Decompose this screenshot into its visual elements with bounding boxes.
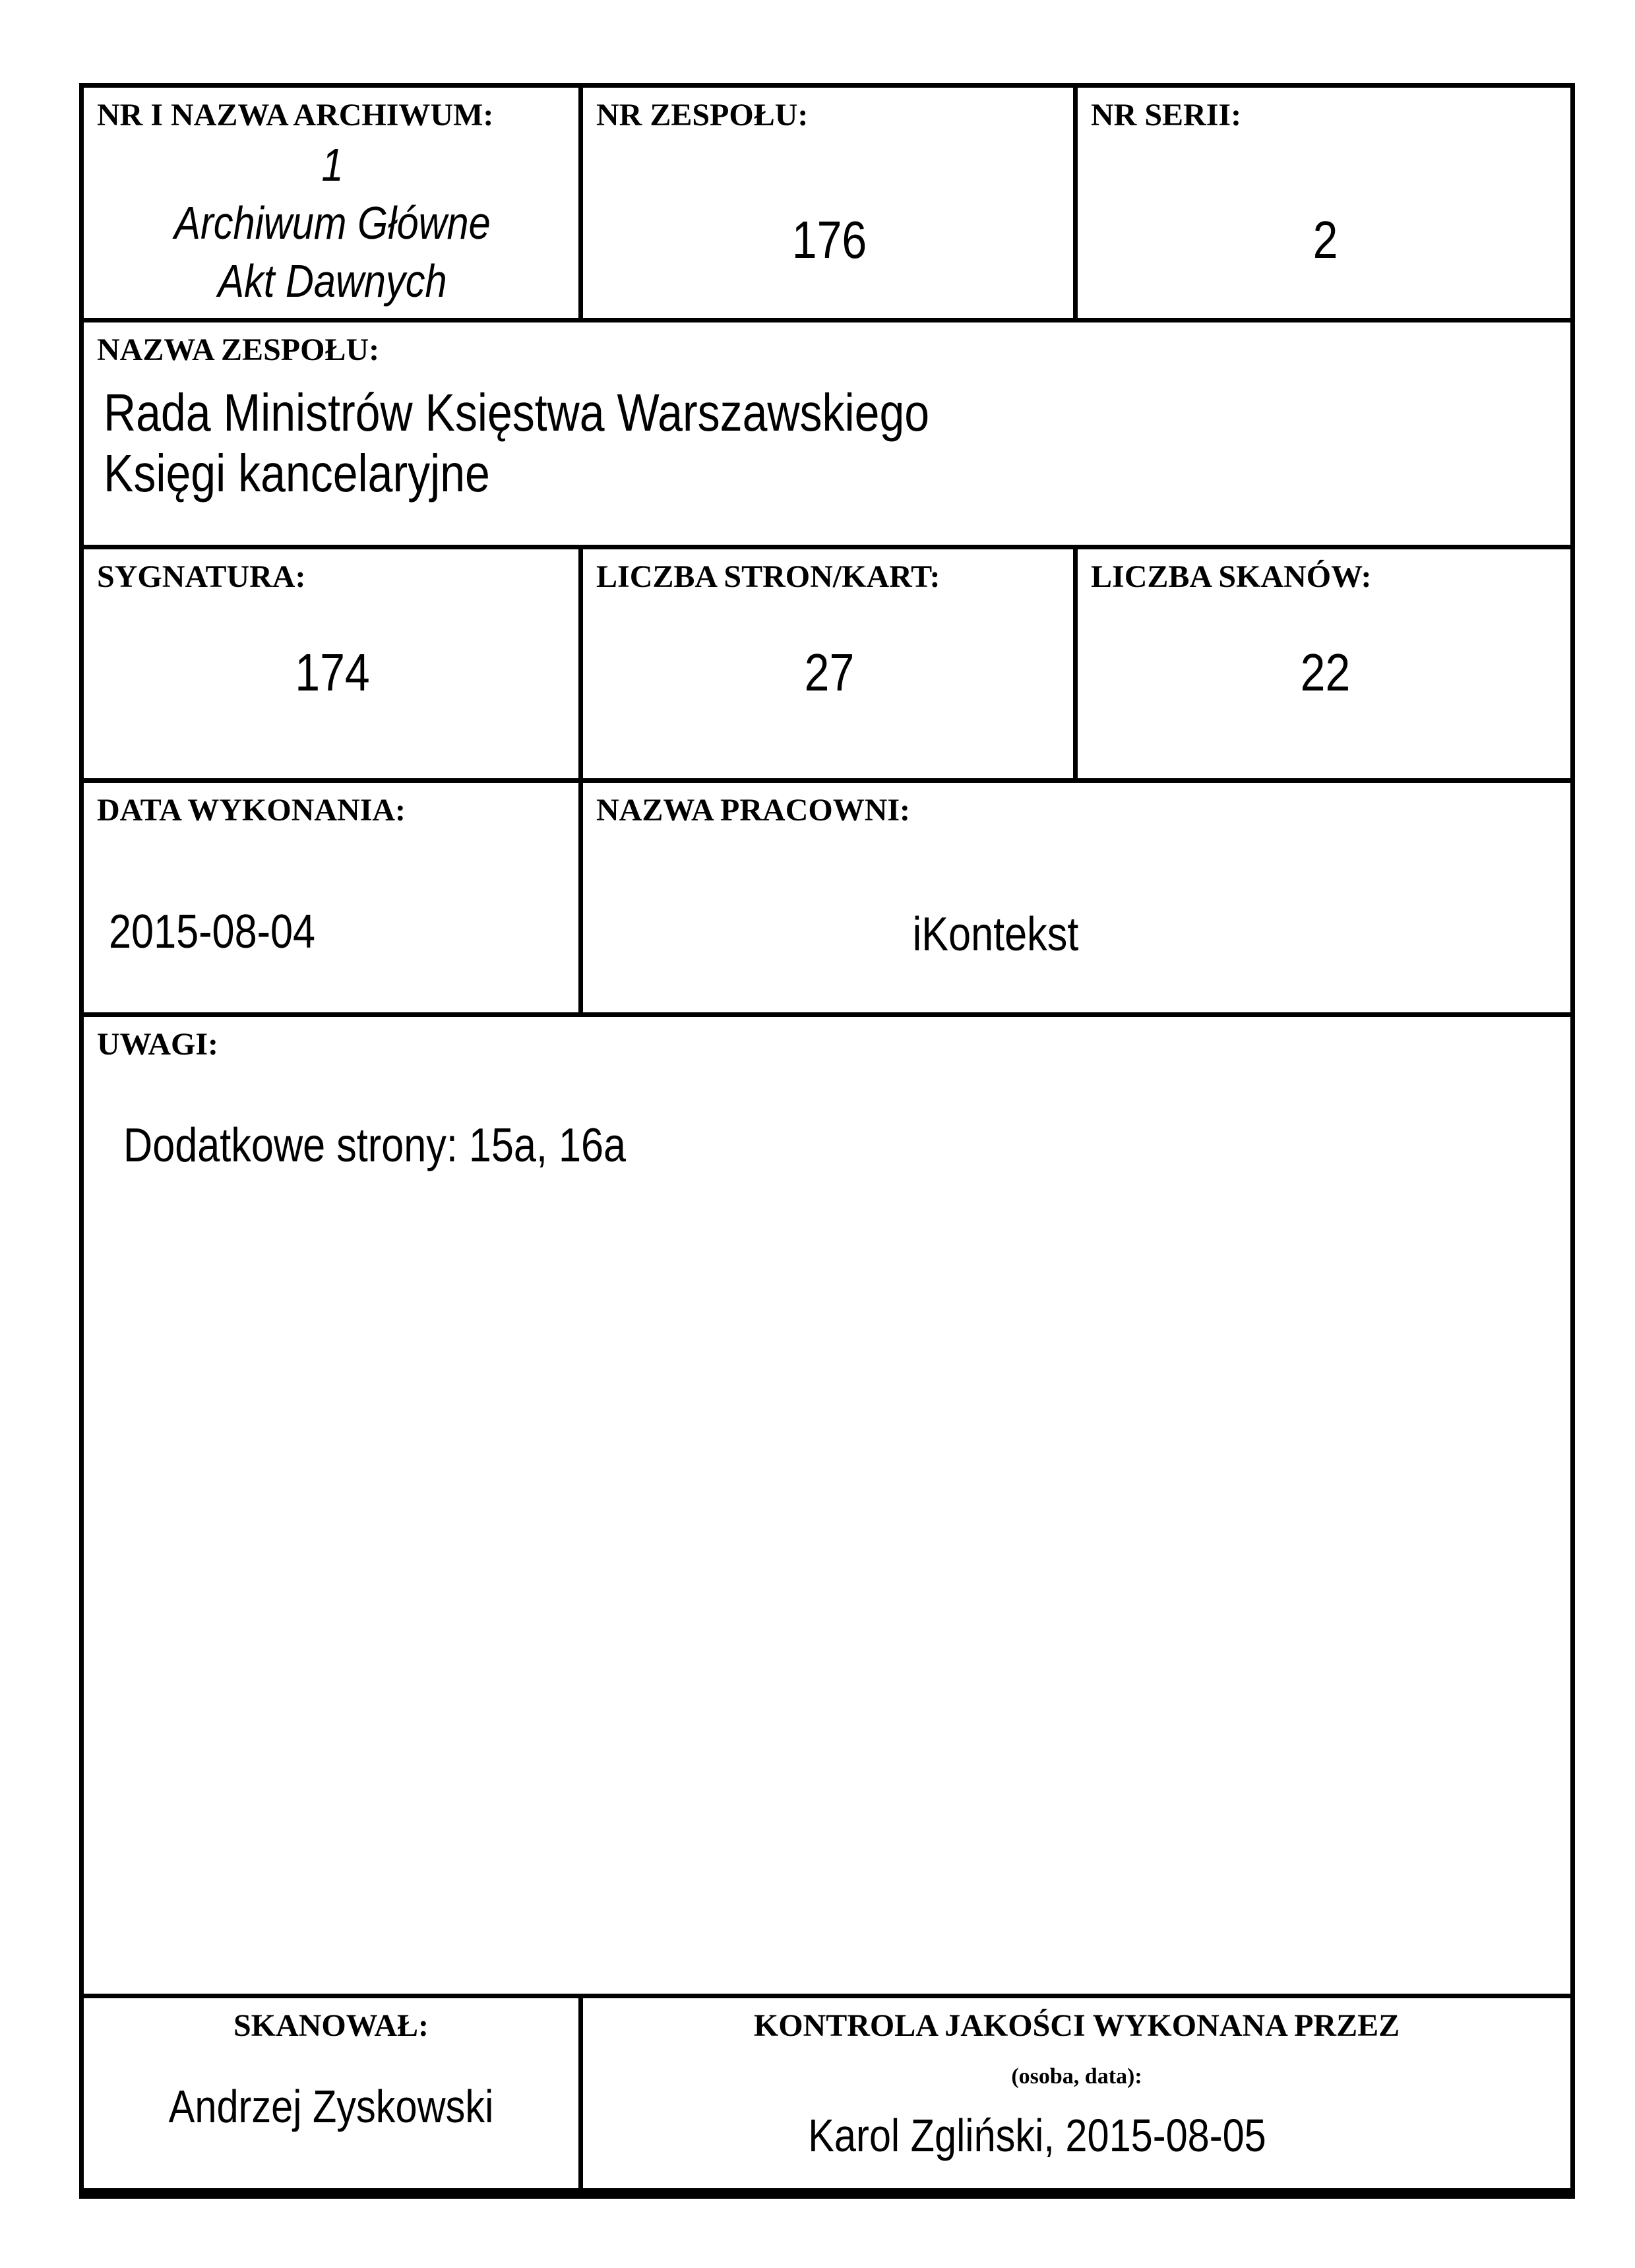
cell-scanned-by bbox=[84, 1998, 578, 2188]
scans-count-value: 22 bbox=[1300, 643, 1351, 702]
archive-label: NR I NAZWA ARCHIWUM: bbox=[97, 98, 494, 133]
table-bottom-border bbox=[79, 2188, 1575, 2199]
fonds-number-value: 176 bbox=[791, 210, 867, 269]
cell-scan-date bbox=[84, 783, 578, 1012]
quality-control-value: Karol Zgliński, 2015-08-05 bbox=[808, 2110, 1266, 2161]
fonds-name-line1: Rada Ministrów Księstwa Warszawskiego bbox=[104, 383, 930, 442]
scan-date-value: 2015-08-04 bbox=[109, 905, 316, 958]
scanned-by-label: SKANOWAŁ: bbox=[233, 2008, 429, 2043]
row-fonds-name bbox=[79, 318, 1575, 545]
archive-name-line1: Archiwum Główne bbox=[174, 197, 491, 249]
pages-count-label: LICZBA STRON/KART: bbox=[596, 559, 941, 594]
cell-series-number bbox=[1073, 88, 1570, 318]
row-archive-identifiers bbox=[79, 83, 1575, 318]
remarks-value: Dodatkowe strony: 15a, 16a bbox=[123, 1119, 627, 1172]
cell-signature bbox=[84, 549, 578, 778]
studio-value: iKontekst bbox=[912, 908, 1079, 961]
archive-name-line2: Akt Dawnych bbox=[218, 255, 447, 307]
signature-value: 174 bbox=[295, 643, 370, 702]
archive-number: 1 bbox=[321, 139, 344, 191]
fonds-name-line2: Księgi kancelaryjne bbox=[104, 444, 490, 503]
studio-label: NAZWA PRACOWNI: bbox=[596, 793, 911, 828]
fonds-name-value bbox=[104, 383, 1560, 504]
row-remarks bbox=[79, 1012, 1575, 1994]
series-number-label: NR SERII: bbox=[1091, 98, 1242, 133]
cell-fonds-name bbox=[84, 322, 1570, 545]
fonds-name-label: NAZWA ZESPOŁU: bbox=[97, 332, 380, 367]
fonds-number-label: NR ZESPOŁU: bbox=[596, 98, 809, 133]
signature-label: SYGNATURA: bbox=[97, 559, 306, 594]
quality-control-label: KONTROLA JAKOŚCI WYKONANA PRZEZ bbox=[753, 2008, 1400, 2043]
archive-value bbox=[97, 136, 568, 310]
archive-metadata-table bbox=[79, 83, 1575, 2199]
cell-fonds-number bbox=[578, 88, 1073, 318]
row-counts bbox=[79, 545, 1575, 778]
pages-count-value: 27 bbox=[804, 643, 855, 702]
scan-date-label: DATA WYKONANIA: bbox=[97, 793, 406, 828]
cell-quality-control bbox=[578, 1998, 1570, 2188]
cell-remarks bbox=[84, 1017, 1570, 1994]
scanned-by-value: Andrzej Zyskowski bbox=[168, 2081, 494, 2132]
cell-archive bbox=[84, 88, 578, 318]
cell-pages-count bbox=[578, 549, 1073, 778]
series-number-value: 2 bbox=[1312, 210, 1338, 269]
scans-count-label: LICZBA SKANÓW: bbox=[1091, 559, 1372, 594]
quality-control-sublabel: (osoba, data): bbox=[1011, 2064, 1142, 2089]
row-execution bbox=[79, 778, 1575, 1012]
cell-studio bbox=[578, 783, 1570, 1012]
remarks-label: UWAGI: bbox=[97, 1027, 219, 1062]
cell-scans-count bbox=[1073, 549, 1570, 778]
row-signoff bbox=[79, 1994, 1575, 2188]
